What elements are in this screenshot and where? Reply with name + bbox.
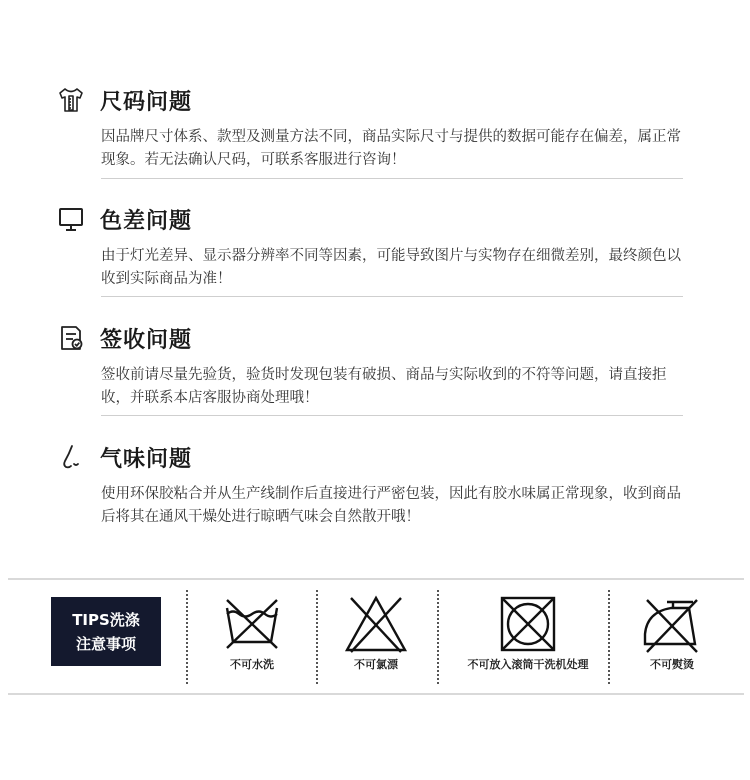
care-item-no-iron [612,594,732,672]
tips-label-line2: 注意事项 [75,634,136,653]
no-bleach-icon [341,594,411,656]
section-receipt [56,322,686,410]
care-instructions-band [8,578,744,695]
section-header [56,203,686,235]
care-item-no-bleach [316,594,436,672]
section-text: 因品牌尺寸体系、款型及测量方法不同，商品实际尺寸与提供的数据可能存在偏差，属正常现象。若无法确认尺码，可联系客服进行咨询！ [101,129,681,168]
nose-icon [56,442,86,472]
section-text: 由于灯光差异、显示器分辨率不同等因素，可能导致图片与实物存在细微差别，最终颜色以收到实际商品为准！ [101,248,681,287]
checklist-icon [56,323,86,353]
dotted-separator [437,590,439,684]
section-size [56,84,686,172]
no-wash-icon [217,594,287,652]
care-label: 不可水洗 [230,658,274,671]
divider [101,415,683,416]
section-title: 色差问题 [100,208,193,234]
section-odor [56,441,686,529]
section-color [56,203,686,291]
care-item-no-tumble-dry [458,594,598,672]
no-tumble-dry-icon [496,594,560,656]
section-header [56,84,686,116]
care-label: 不可熨烫 [650,658,694,671]
tips-label-line1: TIPS洗涤 [72,610,140,629]
section-title: 气味问题 [100,446,193,472]
tips-label-box [51,597,161,666]
care-item-no-wash [192,594,312,672]
divider [101,178,683,179]
section-title: 尺码问题 [100,89,193,115]
section-header [56,322,686,354]
monitor-icon [56,204,86,234]
dotted-separator [608,590,610,684]
section-text: 签收前请尽量先验货，验货时发现包装有破损、商品与实际收到的不符等问题，请直接拒收，并联系本店客服协商处理哦！ [101,367,667,406]
no-iron-icon [637,594,707,656]
section-header [56,441,686,473]
care-label: 不可氯漂 [354,658,398,671]
dotted-separator [186,590,188,684]
section-text: 使用环保胶粘合并从生产线制作后直接进行严密包装，因此有胶水味属正常现象，收到商品后将其在通风干燥处进行晾晒气味会自然散开哦！ [101,486,681,525]
care-label: 不可放入滚筒干洗机处理 [467,658,589,671]
section-title: 签收问题 [100,327,193,353]
shirt-ruler-icon [56,85,86,115]
divider [101,296,683,297]
